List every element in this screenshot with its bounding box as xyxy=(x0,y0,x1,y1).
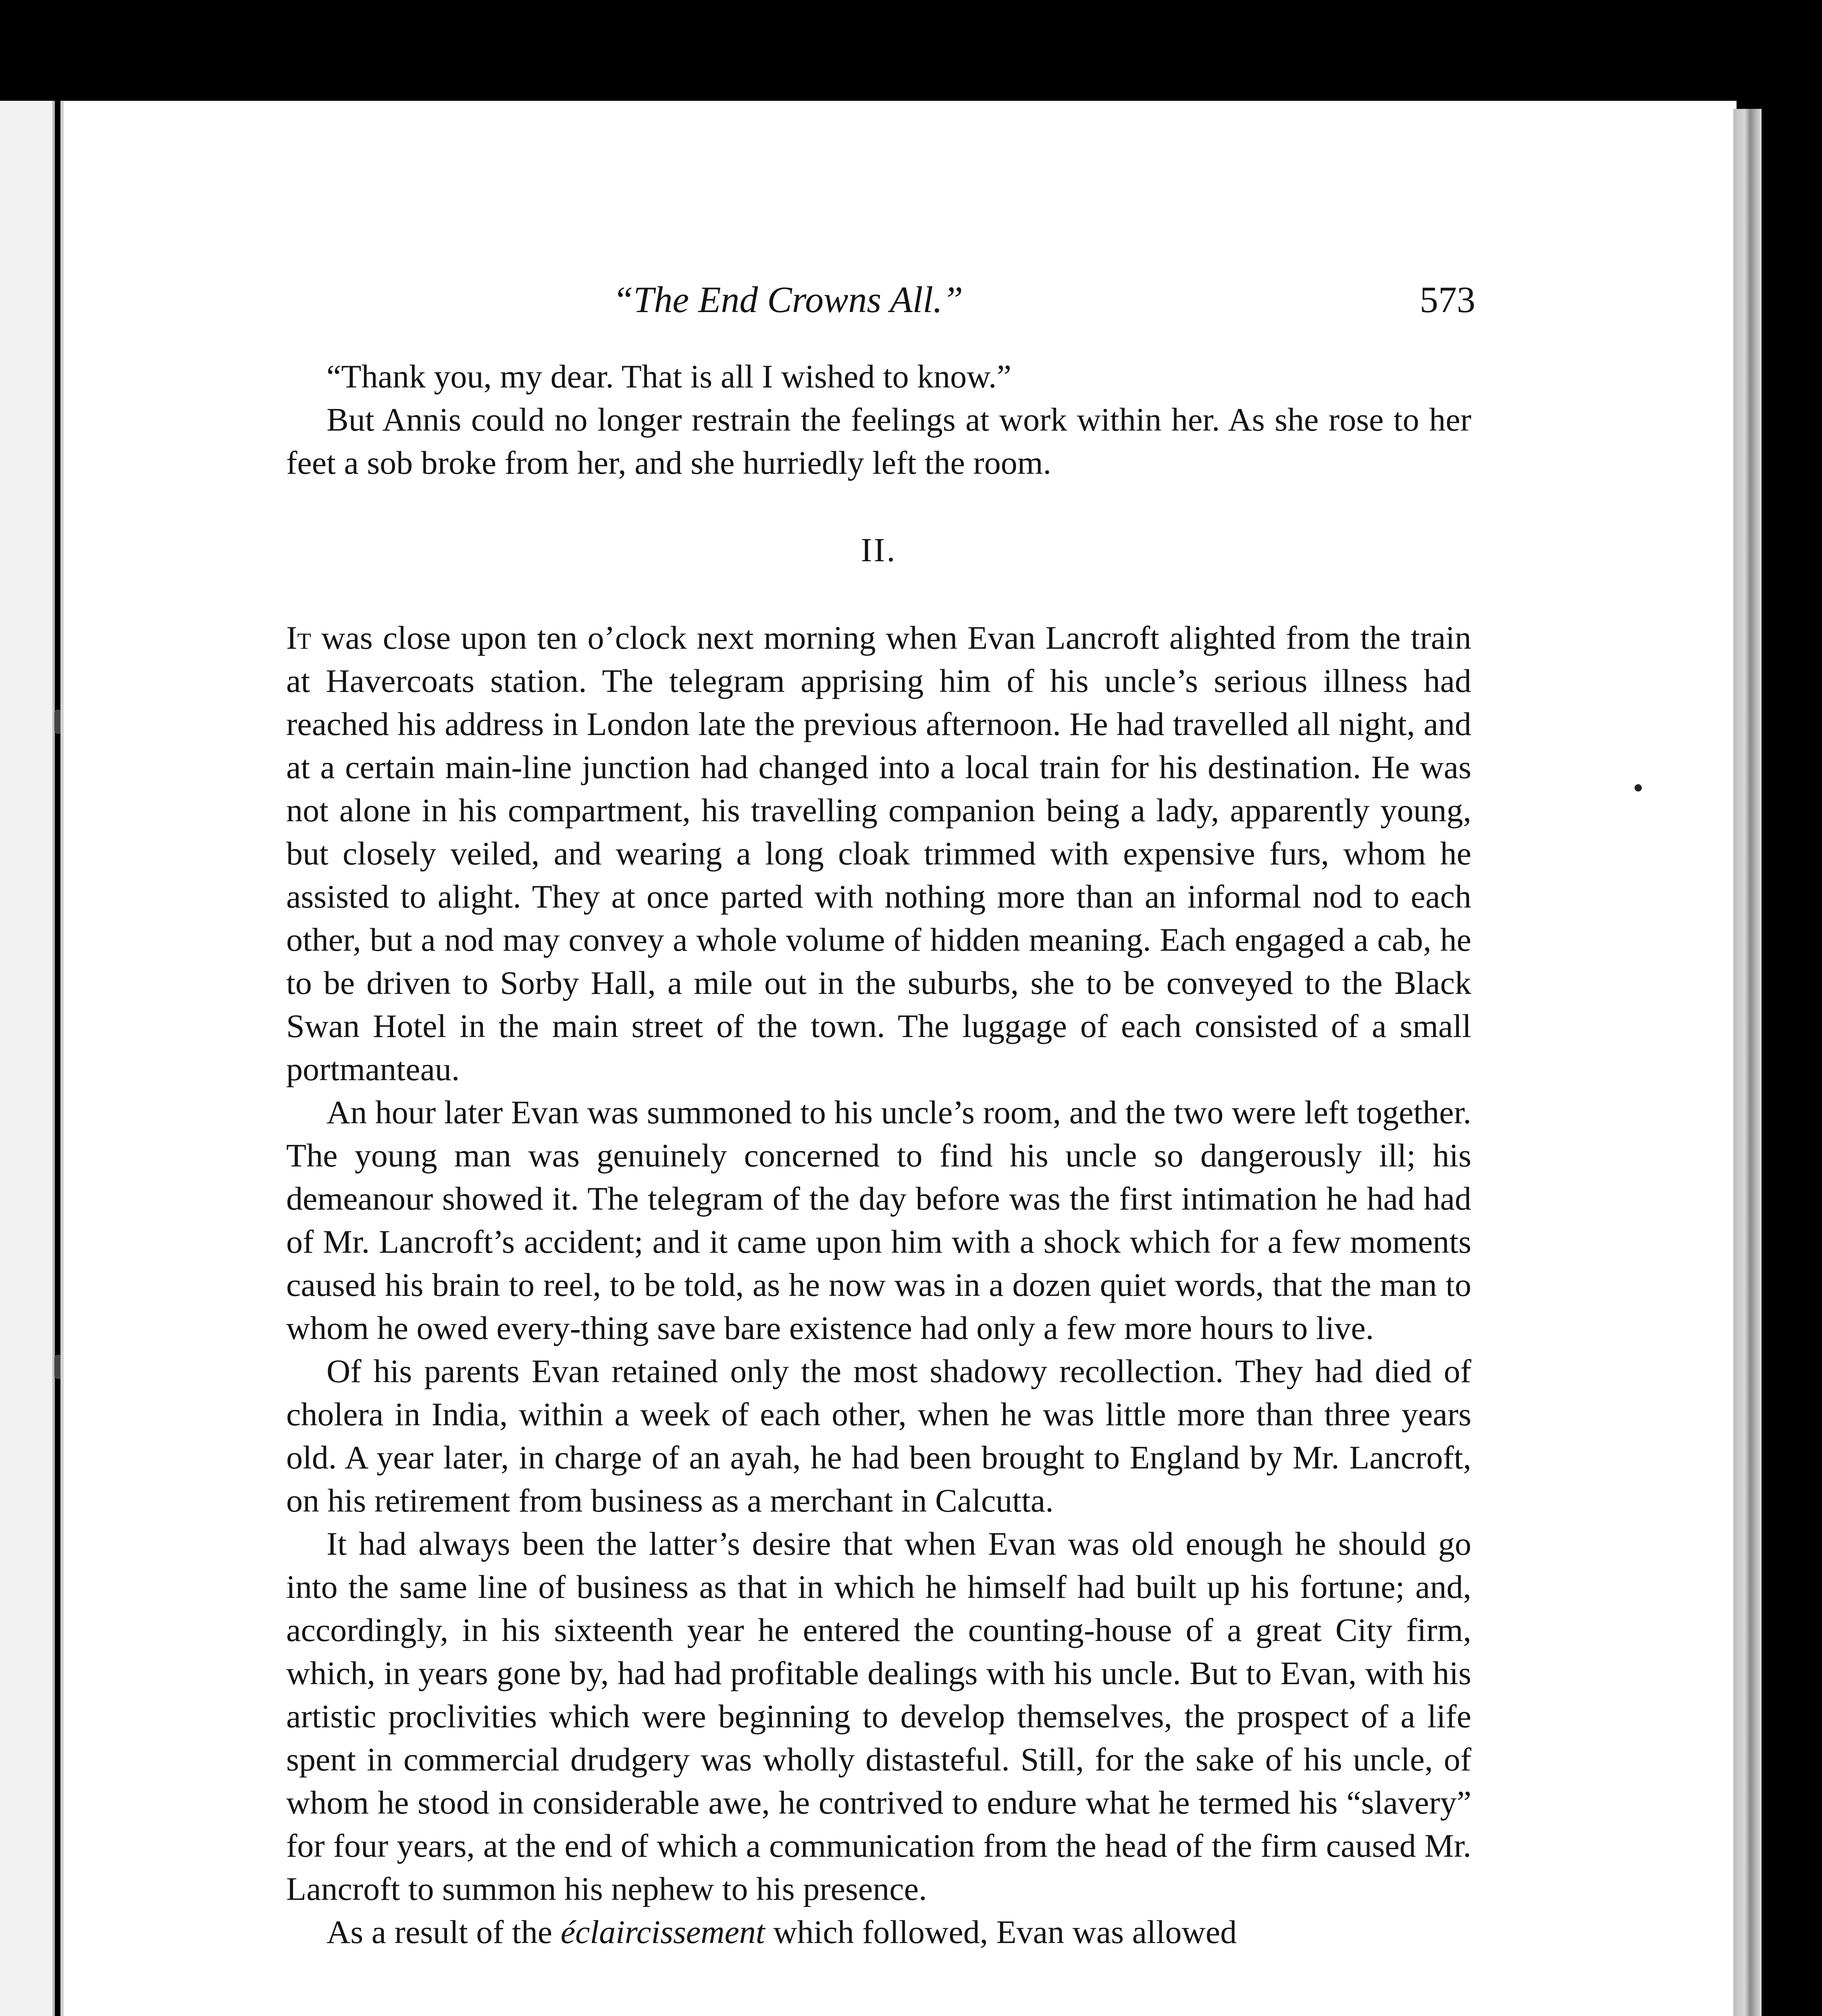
page-number: 573 xyxy=(1420,279,1475,320)
running-title: “The End Crowns All.” xyxy=(613,279,963,320)
paragraph: It had always been the latter’s desire that when Evan was old enough he should go into the same line of business as that in which he himself had built up his fortune; and, accordingly, in his sixteenth year he entered the counting-house of a great City firm, which, in years gone by, had had profitable dealings with his uncle. But to Evan, with his artistic proclivities which were beginning to develop themselves, the prospect of a life spent in commercial drudgery was wholly distasteful. Still, for the sake of his uncle, of whom he stood in considerable awe, he contrived to endure what he termed his “slavery” for four years, at the end of which a communication from the head of the firm caused Mr. Lancroft to summon his nephew to his presence. xyxy=(286,1525,1471,1907)
paragraph: “Thank you, my dear. That is all I wished to know.” xyxy=(327,358,1011,395)
italic-word: éclaircissement xyxy=(560,1914,765,1950)
section-heading: II. xyxy=(861,531,897,569)
dropcap-word: It xyxy=(286,619,312,656)
ink-speck xyxy=(1635,784,1642,791)
paragraph: Of his parents Evan retained only the most shadowy recollection. They had died of cholera in India, within a week of each other, when he was little more than three years old. A year later, in charge of an ayah, he had been brought to England by Mr. Lancroft, on his retirement from business as a merchant in Calcutta. xyxy=(286,1353,1471,1519)
paragraph: An hour later Evan was summoned to his uncle’s room, and the two were left together. The young man was genuinely concerned to find his uncle so dangerously ill; his demeanour showed it. The telegram of the day before was the first intimation he had had of Mr. Lancroft’s accident; and it came upon him with a shock which for a few moments caused his brain to reel, to be told, as he now was in a dozen quiet words, that the man to whom he owed every-thing save bare existence had only a few more hours to live. xyxy=(286,1094,1471,1346)
paragraph: But Annis could no longer restrain the feelings at work within her. As she rose to her feet a sob broke from her, and she hurriedly left the room. xyxy=(286,401,1471,481)
paragraph-text: As a result of the xyxy=(327,1914,561,1950)
paragraph xyxy=(286,1910,1471,1954)
paragraph-text: was close upon ten o’clock next morning when Evan Lancroft alighted from the train at Havercoats station. The telegram apprising him of his uncle’s serious illness had reached his address in London late the previous afternoon. He had travelled all night, and at a certain main-line junction had changed into a local train for his destination. He was not alone in his compartment, his travelling companion being a lady, apparently young, but closely veiled, and wearing a long cloak trimmed with expensive furs, whom he assisted to alight. They at once parted with nothing more than an informal nod to each other, but a nod may convey a whole volume of hidden meaning. Each engaged a cab, he to be driven to Sorby Hall, a mile out in the suburbs, she to be conveyed to the Black Swan Hotel in the main street of the town. The luggage of each consisted of a small portmanteau. xyxy=(286,619,1471,1087)
body-text xyxy=(286,355,1471,1954)
paragraph-text: which followed, Evan was allowed xyxy=(765,1914,1237,1950)
previous-page-edge xyxy=(0,101,55,2016)
running-head xyxy=(226,278,1475,335)
paragraph xyxy=(286,616,1471,1091)
page-edge-shadow xyxy=(1733,109,1762,2016)
